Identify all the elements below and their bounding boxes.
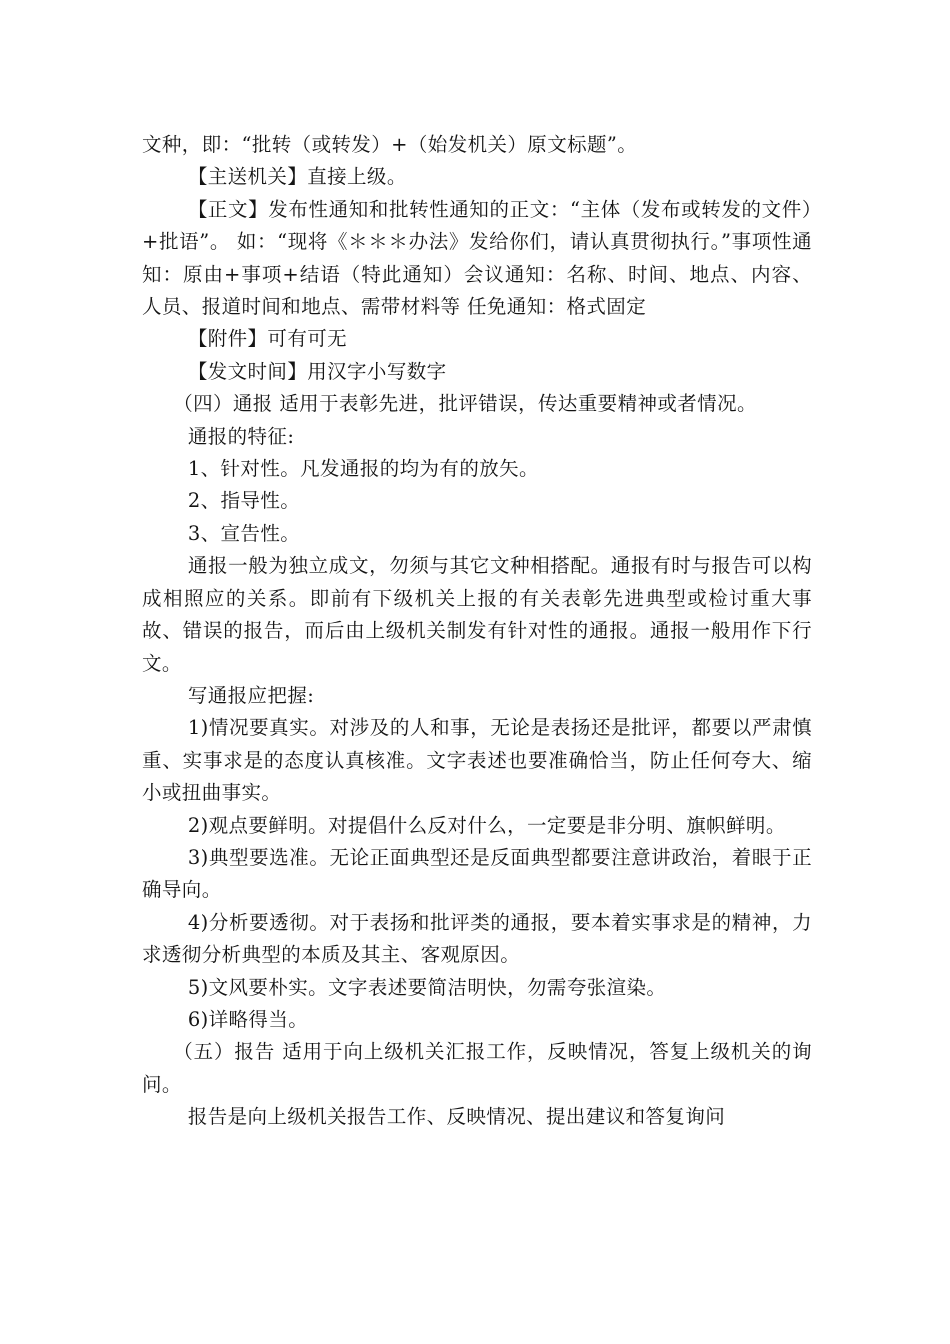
list-item: 1)情况要真实。对涉及的人和事，无论是表扬还是批评，都要以严肃慎重、实事求是的态度认真核准。文字表述也要准确恰当，防止任何夸大、缩小或扭曲事实。	[142, 716, 812, 805]
paragraph: 写通报应把握:	[187, 683, 315, 707]
list-item: 1、针对性。凡发通报的均为有的放矢。	[187, 457, 539, 481]
paragraph: 通报的特征:	[187, 424, 295, 448]
list-item: 4)分析要透彻。对于表扬和批评类的通报，要本着实事求是的精神，力求透彻分析典型的本质及其主、客观原因。	[142, 910, 812, 967]
list-item: 2、指导性。	[187, 489, 301, 513]
paragraph: 通报一般为独立成文，勿须与其它文种相搭配。通报有时与报告可以构成相照应的关系。即前有下级机关上报的有关表彰先进典型或检讨重大事故、错误的报告，而后由上级机关制发有针对性的通报。通报一般用作下行文。	[142, 554, 812, 675]
list-item: 3、宣告性。	[187, 521, 301, 545]
list-item: 5)文风要朴实。文字表述要简洁明快，勿需夸张渲染。	[187, 975, 667, 999]
section-heading-paragraph: （四）通报 适用于表彰先进，批评错误，传达重要精神或者情况。	[173, 392, 757, 416]
paragraph: 【发文时间】用汉字小写数字	[187, 359, 447, 383]
paragraph: 【主送机关】直接上级。	[187, 165, 407, 189]
list-item: 2)观点要鲜明。对提倡什么反对什么，一定要是非分明、旗帜鲜明。	[187, 813, 786, 837]
paragraph: 【附件】可有可无	[187, 327, 348, 351]
list-item: 6)详略得当。	[187, 1007, 309, 1031]
section-heading-paragraph: （五）报告 适用于向上级机关汇报工作，反映情况，答复上级机关的询问。	[142, 1040, 812, 1096]
paragraph: 文种，即：“批转（或转发）+（始发机关）原文标题”。	[142, 133, 638, 156]
list-item: 3)典型要选准。无论正面典型还是反面典型都要注意讲政治，着眼于正确导向。	[142, 845, 812, 902]
document-body	[142, 129, 812, 1134]
paragraph: 报告是向上级机关报告工作、反映情况、提出建议和答复询问	[187, 1105, 726, 1129]
paragraph: 【正文】发布性通知和批转性通知的正文：“主体（发布或转发的文件）+批语”。 如：“现将《＊＊＊办法》发给你们，请认真贯彻执行。”事项性通知：原由+事项+结语（特此通知）会议通知：名称、时间、地点、内容、人员、报道时间和地点、需带材料等 任免通知：格式固定	[142, 197, 812, 319]
